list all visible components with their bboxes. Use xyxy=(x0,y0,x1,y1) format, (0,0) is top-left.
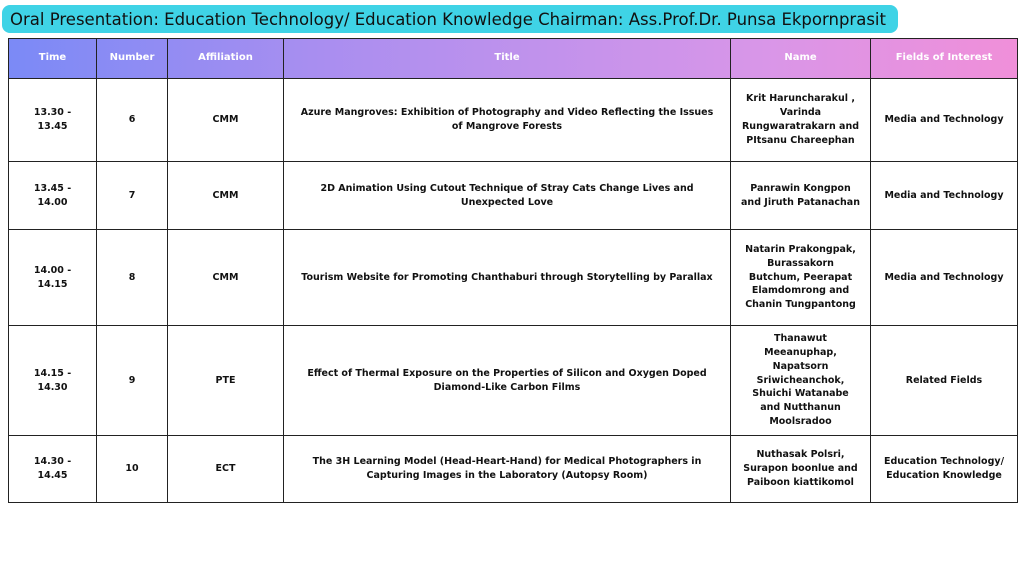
session-banner xyxy=(2,5,898,33)
cell-field: Education Technology/ Education Knowledge xyxy=(871,436,1018,503)
cell-field: Media and Technology xyxy=(871,162,1018,230)
cell-name: Thanawut Meeanuphap, Napatsorn Sriwicheanchok, Shuichi Watanabe and Nutthanun Moolsradoo xyxy=(731,326,871,436)
cell-title: Effect of Thermal Exposure on the Properties of Silicon and Oxygen Doped Diamond-Like Carbon Films xyxy=(284,326,731,436)
cell-affiliation: PTE xyxy=(168,326,284,436)
session-title: Oral Presentation: Education Technology/ Education Knowledge Chairman: Ass.Prof.Dr. Punsa Ekpornprasit xyxy=(10,9,886,29)
cell-time: 13.45 - 14.00 xyxy=(9,162,97,230)
table-row xyxy=(9,326,1018,436)
cell-number: 9 xyxy=(97,326,168,436)
cell-name: Nuthasak Polsri, Surapon boonlue and Paiboon kiattikomol xyxy=(731,436,871,503)
header-name: Name xyxy=(731,39,871,79)
cell-affiliation: ECT xyxy=(168,436,284,503)
cell-affiliation: CMM xyxy=(168,162,284,230)
cell-affiliation: CMM xyxy=(168,79,284,162)
cell-number: 8 xyxy=(97,230,168,326)
cell-time: 14.00 - 14.15 xyxy=(9,230,97,326)
header-number: Number xyxy=(97,39,168,79)
cell-name: Krit Haruncharakul , Varinda Rungwaratrakarn and PItsanu Chareephan xyxy=(731,79,871,162)
table-row xyxy=(9,162,1018,230)
table-row xyxy=(9,230,1018,326)
cell-time: 14.15 - 14.30 xyxy=(9,326,97,436)
cell-field: Media and Technology xyxy=(871,230,1018,326)
cell-field: Media and Technology xyxy=(871,79,1018,162)
schedule-table xyxy=(8,38,1018,503)
table-row xyxy=(9,79,1018,162)
cell-number: 10 xyxy=(97,436,168,503)
cell-affiliation: CMM xyxy=(168,230,284,326)
cell-title: Azure Mangroves: Exhibition of Photography and Video Reflecting the Issues of Mangrove Forests xyxy=(284,79,731,162)
cell-title: 2D Animation Using Cutout Technique of Stray Cats Change Lives and Unexpected Love xyxy=(284,162,731,230)
cell-time: 13.30 - 13.45 xyxy=(9,79,97,162)
header-row xyxy=(9,39,1018,79)
header-affiliation: Affiliation xyxy=(168,39,284,79)
header-fields-of-interest: Fields of Interest xyxy=(871,39,1018,79)
cell-title: The 3H Learning Model (Head-Heart-Hand) for Medical Photographers in Capturing Images in the Laboratory (Autopsy Room) xyxy=(284,436,731,503)
header-title: Title xyxy=(284,39,731,79)
header-time: Time xyxy=(9,39,97,79)
cell-number: 6 xyxy=(97,79,168,162)
cell-number: 7 xyxy=(97,162,168,230)
cell-title: Tourism Website for Promoting Chanthaburi through Storytelling by Parallax xyxy=(284,230,731,326)
cell-name: Panrawin Kongpon and Jiruth Patanachan xyxy=(731,162,871,230)
cell-field: Related Fields xyxy=(871,326,1018,436)
table-row xyxy=(9,436,1018,503)
cell-name: Natarin Prakongpak, Burassakorn Butchum, Peerapat Elamdomrong and Chanin Tungpantong xyxy=(731,230,871,326)
cell-time: 14.30 - 14.45 xyxy=(9,436,97,503)
